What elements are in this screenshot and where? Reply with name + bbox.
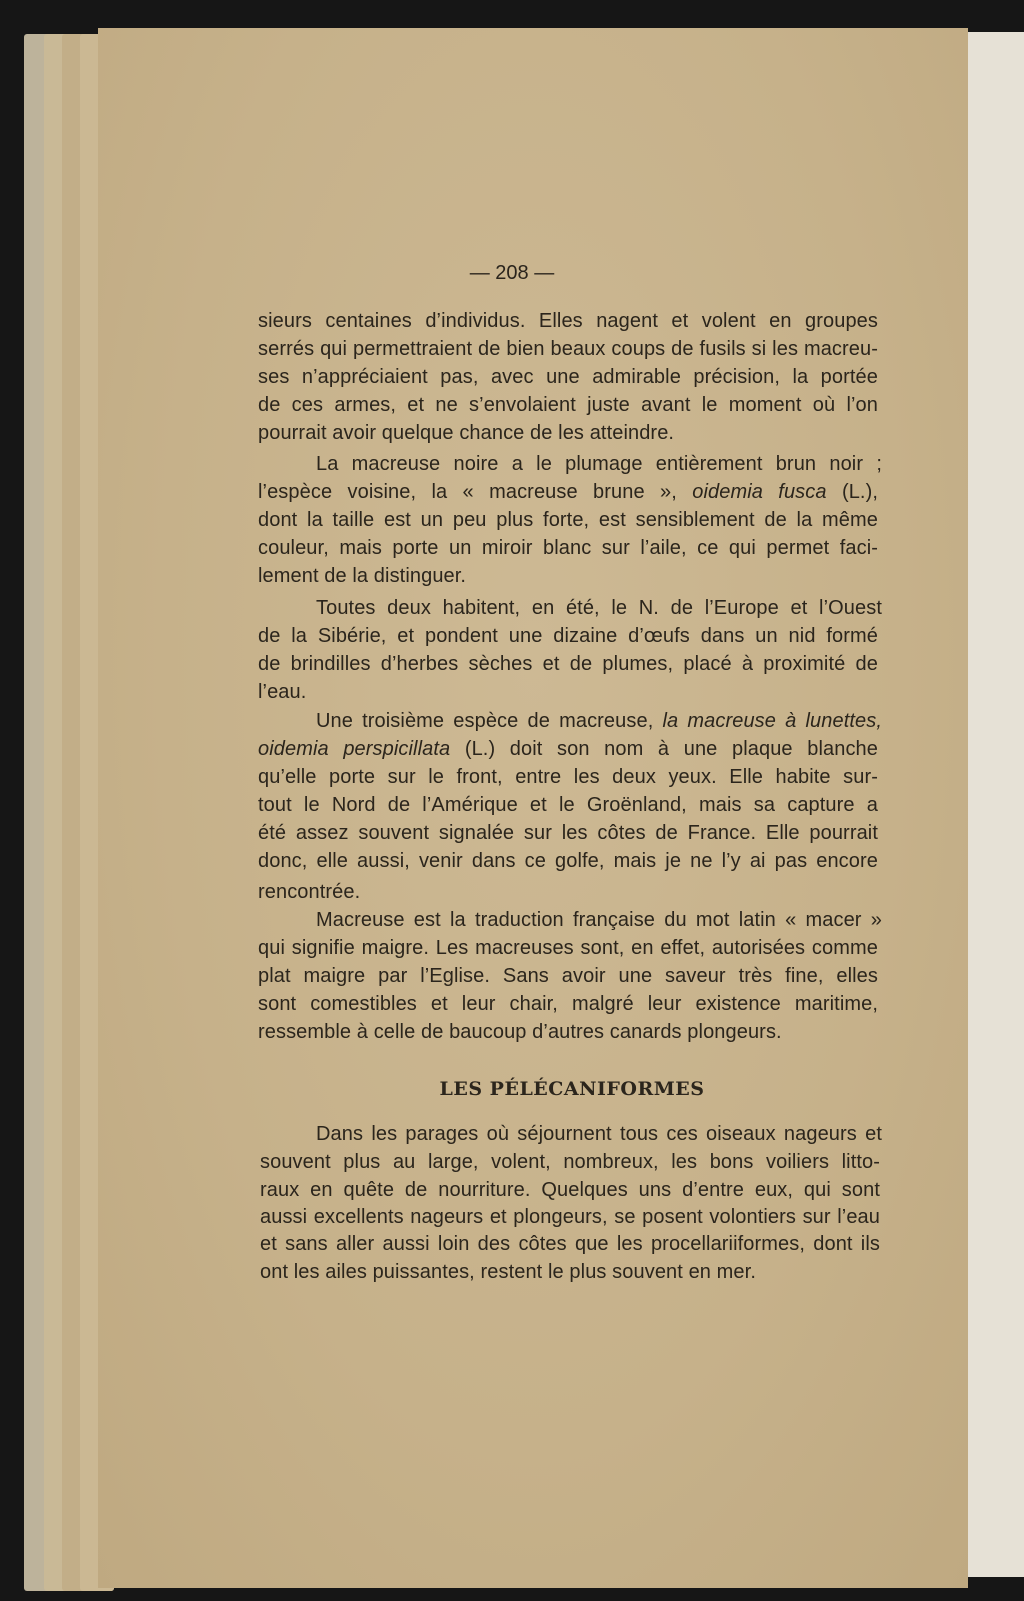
text-line: [258, 993, 878, 1016]
text-line: [258, 822, 878, 845]
italic-text: la macreuse à lunettes,: [662, 710, 883, 732]
text-line: [260, 1206, 880, 1229]
text-line: [260, 1261, 880, 1284]
text-line: [262, 597, 882, 620]
text-run: qui signifie maigre. Les macreuses sont, en effet, autorisées comme: [258, 937, 878, 959]
text-run: pourrait avoir quelque chance de les atteindre.: [258, 422, 675, 444]
text-line: [258, 422, 878, 445]
text-line: [258, 738, 878, 761]
text-line: [258, 625, 878, 648]
text-line: [258, 366, 878, 389]
text-line: [258, 766, 878, 789]
text-run: couleur, mais porte un miroir blanc sur l’aile, ce qui permet faci-: [258, 537, 878, 559]
text-run: plat maigre par l’Eglise. Sans avoir une saveur très fine, elles: [258, 965, 878, 987]
text-line: [258, 394, 878, 417]
text-run: donc, elle aussi, venir dans ce golfe, mais je ne l’y ai pas encore: [258, 850, 878, 872]
text-line: [258, 681, 878, 704]
text-line: [260, 1233, 880, 1256]
text-line: [258, 653, 878, 676]
text-run: souvent plus au large, volent, nombreux, les bons voiliers litto-: [260, 1151, 880, 1173]
text-run: dont la taille est un peu plus forte, est sensiblement de la même: [258, 509, 878, 531]
text-run: Dans les parages où séjournent tous ces oiseaux nageurs et: [316, 1123, 882, 1145]
text-run: (L.) doit son nom à une plaque blanche: [450, 738, 878, 760]
text-run: rencontrée.: [258, 881, 361, 903]
text-run: serrés qui permettraient de bien beaux coups de fusils si les macreu-: [258, 338, 878, 360]
text-run: l’espèce voisine, la « macreuse brune »,: [258, 481, 693, 503]
text-line: [258, 310, 878, 333]
text-line: [262, 1123, 882, 1146]
italic-text: oidemia perspicillata: [258, 738, 451, 760]
text-line: [258, 794, 878, 817]
text-run: ses n’appréciaient pas, avec une admirable précision, la portée: [258, 366, 878, 388]
text-line: [260, 1151, 880, 1174]
text-run: aussi excellents nageurs et plongeurs, se posent volontiers sur l’eau: [260, 1206, 880, 1228]
text-run: (L.),: [826, 481, 878, 503]
text-run: qu’elle porte sur le front, entre les deux yeux. Elle habite sur-: [258, 766, 878, 788]
text-run: l’eau.: [258, 681, 307, 703]
text-run: Toutes deux habitent, en été, le N. de l’Europe et l’Ouest: [316, 597, 882, 619]
text-run: sont comestibles et leur chair, malgré leur existence maritime,: [258, 993, 878, 1015]
text-run: de brindilles d’herbes sèches et de plumes, placé à proximité de: [258, 653, 878, 675]
text-line: [258, 850, 878, 873]
text-line: [258, 565, 878, 588]
page-number: — 208 —: [469, 262, 555, 284]
text-line: [262, 453, 882, 476]
text-run: ressemble à celle de baucoup d’autres canards plongeurs.: [258, 1021, 782, 1043]
text-line: [258, 481, 878, 504]
text-line: [262, 710, 882, 733]
text-line: [258, 937, 878, 960]
text-run: sieurs centaines d’individus. Elles nagent et volent en groupes: [258, 310, 878, 332]
text-run: de la Sibérie, et pondent une dizaine d’œufs dans un nid formé: [258, 625, 878, 647]
text-run: La macreuse noire a le plumage entièrement brun noir ;: [316, 453, 882, 475]
text-line: [258, 537, 878, 560]
text-run: été assez souvent signalée sur les côtes de France. Elle pourrait: [258, 822, 878, 844]
section-heading: LES PÉLÉCANIFORMES: [439, 1078, 705, 1100]
text-line: [260, 1179, 880, 1202]
text-line: [262, 909, 882, 932]
text-line: [258, 338, 878, 361]
text-run: tout le Nord de l’Amérique et le Groënland, mais sa capture a: [258, 794, 878, 816]
text-run: Macreuse est la traduction française du mot latin « macer »: [316, 909, 882, 931]
text-line: [258, 965, 878, 988]
text-run: de ces armes, et ne s’envolaient juste avant le moment où l’on: [258, 394, 878, 416]
text-line: [258, 881, 878, 904]
italic-text: oidemia fusca: [692, 481, 827, 503]
text-line: [258, 1021, 878, 1044]
text-run: raux en quête de nourriture. Quelques uns d’entre eux, qui sont: [260, 1179, 880, 1201]
text-run: et sans aller aussi loin des côtes que les procellariiformes, dont ils: [260, 1233, 880, 1255]
text-line: [258, 509, 878, 532]
text-run: Une troisième espèce de macreuse,: [316, 710, 663, 732]
text-run: lement de la distinguer.: [258, 565, 467, 587]
text-run: ont les ailes puissantes, restent le plus souvent en mer.: [260, 1261, 756, 1283]
